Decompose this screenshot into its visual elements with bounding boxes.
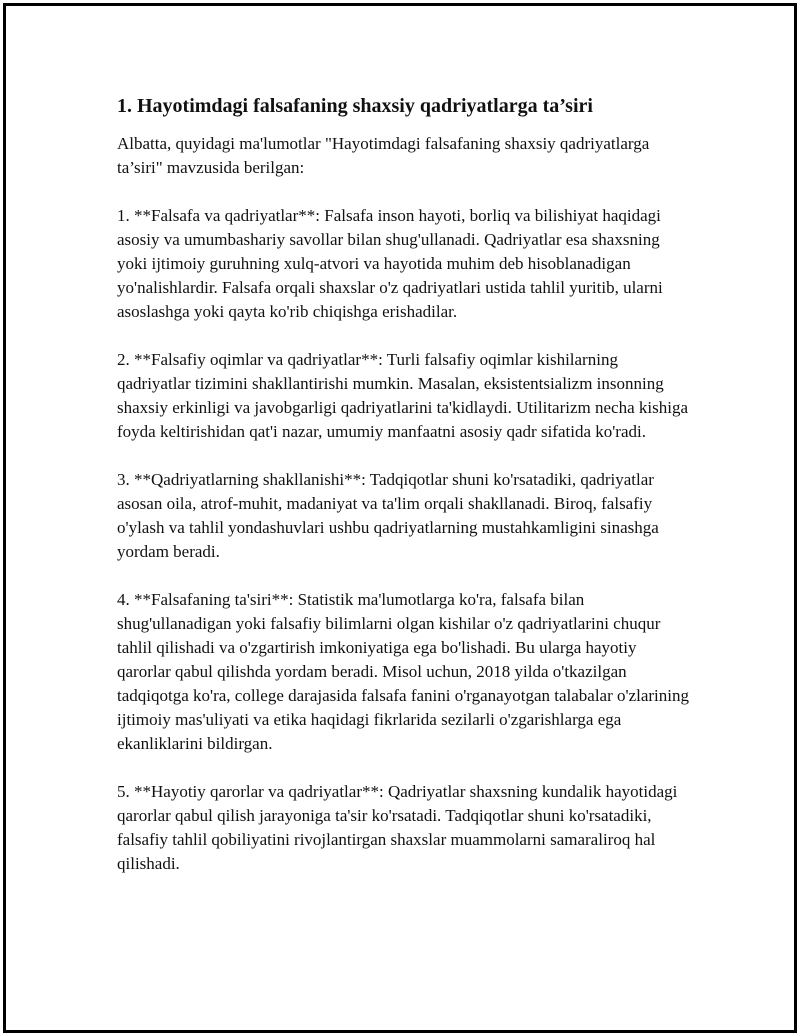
paragraph-falsafiy-oqimlar: 2. **Falsafiy oqimlar va qadriyatlar**: Turli falsafiy oqimlar kishilarning qadriyatlar tizimini shakllantirishi mumkin. Masalan, eksistentsializm insonning shaxsiy erkinligi va javobgarligi qadriyatlarini ta'kidlaydi. Utilitarizm necha kishiga foyda keltirishidan qat'i nazar, umumiy manfaatni asosiy qadr sifatida ko'radi. xyxy=(117,350,688,441)
document-title: 1. Hayotimdagi falsafaning shaxsiy qadriyatlarga ta’siri xyxy=(117,95,593,117)
paragraph-falsafaning-tasiri: 4. **Falsafaning ta'siri**: Statistik ma'lumotlarga ko'ra, falsafa bilan shug'ullanadigan yoki falsafiy bilimlarni olgan kishilar o'z qadriyatlarini chuqur tahlil qilishadi va o'zgartirish imkoniyatiga ega bo'lishadi. Bu ularga hayotiy qarorlar qabul qilishda yordam beradi. Misol uchun, 2018 yilda o'tkazilgan tadqiqotga ko'ra, college darajasida falsafa fanini o'rganayotgan talabalar o'zlarining ijtimoiy mas'uliyati va etika haqidagi fikrlarida sezilarli o'zgarishlarga ega ekanliklarini bildirgan. xyxy=(117,590,689,753)
paragraph-hayotiy-qarorlar: 5. **Hayotiy qarorlar va qadriyatlar**: Qadriyatlar shaxsning kundalik hayotidagi qarorlar qabul qilish jarayoniga ta'sir ko'rsatadi. Tadqiqotlar shuni ko'rsatadiki, falsafiy tahlil qobiliyatini rivojlantirgan shaxslar muammolarni samaraliroq hal qilishadi. xyxy=(117,782,678,873)
intro-paragraph: Albatta, quyidagi ma'lumotlar "Hayotimdagi falsafaning shaxsiy qadriyatlarga ta’siri" mavzusida berilgan: xyxy=(117,134,650,177)
paragraph-qadriyatlarning-shakllanishi: 3. **Qadriyatlarning shakllanishi**: Tadqiqotlar shuni ko'rsatadiki, qadriyatlar asosan oila, atrof-muhit, madaniyat va ta'lim orqali shakllanadi. Biroq, falsafiy o'ylash va tahlil yondashuvlari ushbu qadriyatlarning mustahkamligini sinashga yordam beradi. xyxy=(117,470,659,561)
document-body xyxy=(117,92,692,900)
paragraph-falsafa-va-qadriyatlar: 1. **Falsafa va qadriyatlar**: Falsafa inson hayoti, borliq va bilishiyat haqidagi asosiy va umumbashariy savollar bilan shug'ullanadi. Qadriyatlar esa shaxsning yoki ijtimoiy guruhning xulq-atvori va hayotida muhim deb hisoblanadigan yo'nalishlardir. Falsafa orqali shaxslar o'z qadriyatlari ustida tahlil yuritib, ularni asoslashga yoki qayta ko'rib chiqishga erishadilar. xyxy=(117,206,663,321)
